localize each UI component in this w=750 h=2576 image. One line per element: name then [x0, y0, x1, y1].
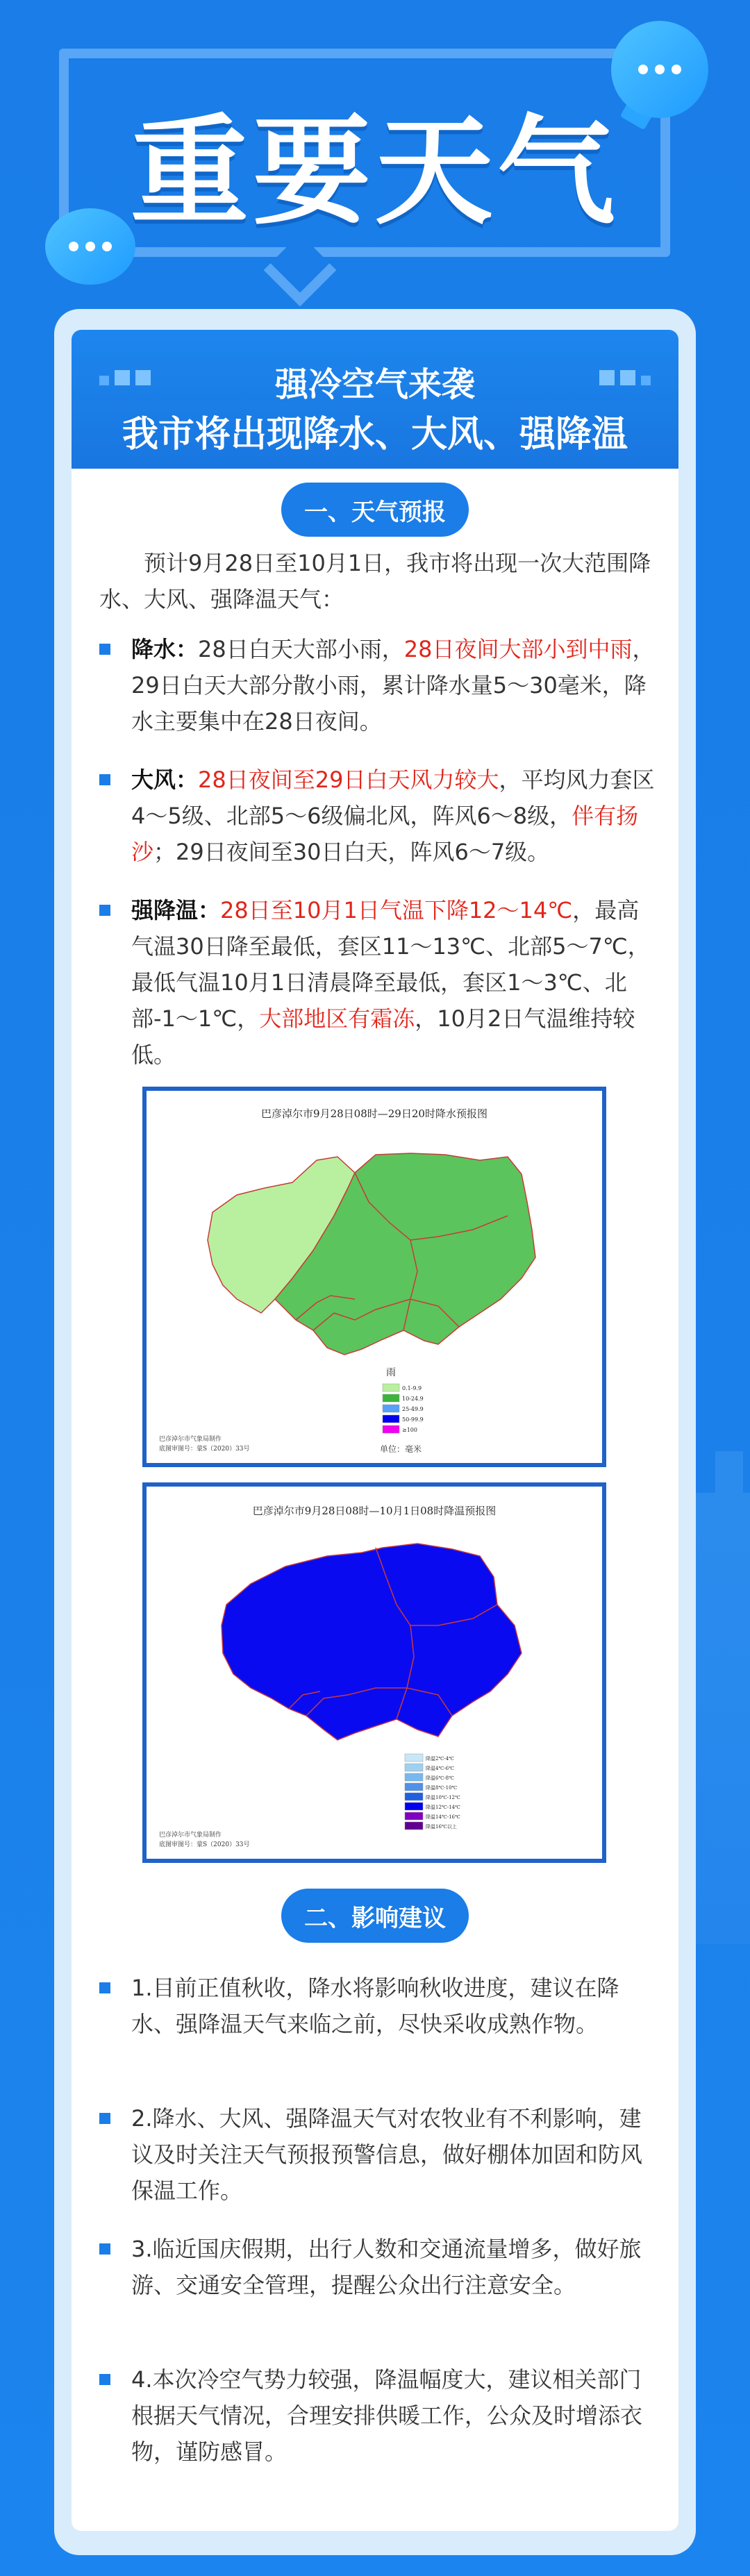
bullet-icon	[99, 774, 110, 785]
bullet-icon	[99, 2113, 110, 2124]
bullet-icon	[99, 644, 110, 655]
cooling-map	[142, 1482, 606, 1863]
map-title: 巴彦淖尔市9月28日08时—29日20时降水预报图	[261, 1107, 488, 1120]
legend-label: 降温2℃-4℃	[426, 1756, 454, 1762]
cooling-legend	[405, 1754, 460, 1830]
legend-label: ≥100	[402, 1427, 417, 1433]
card-header	[72, 330, 678, 469]
headline-2: 我市将出现降水、大风、强降温	[122, 414, 628, 455]
highlight-text: 28日夜间至29日白天风力较大	[198, 767, 499, 793]
legend-swatch	[405, 1793, 423, 1800]
suggestion-item: 1.目前正值秋收，降水将影响秋收进度，建议在降水、强降温天气来临之前，尽快采收成熟作物。	[131, 1975, 619, 2037]
headline-1: 强冷空气来袭	[274, 365, 475, 404]
legend-label: 0.1-9.9	[402, 1385, 422, 1391]
legend-label: 降温4℃-6℃	[426, 1766, 454, 1771]
legend-label: 50-99.9	[402, 1416, 424, 1423]
legend-label: 降温8℃-10℃	[426, 1785, 458, 1791]
legend-swatch	[405, 1822, 423, 1830]
legend-swatch	[405, 1773, 423, 1781]
suggestion-item: 3.临近国庆假期，出行人数和交通流量增多，做好旅游、交通安全管理，提醒公众出行注意安全。	[131, 2236, 642, 2298]
legend-label: 降温10℃-12℃	[426, 1795, 460, 1800]
region-cooling	[222, 1544, 522, 1740]
page-title: 重要天气	[130, 103, 619, 241]
legend-label: 降温6℃-8℃	[426, 1775, 454, 1781]
legend-label: 降温14℃-16℃	[426, 1814, 460, 1820]
legend-swatch	[405, 1754, 423, 1762]
precipitation-map-graphic	[147, 1091, 602, 1463]
map-title: 巴彦淖尔市9月28日08时—10月1日08时降温预报图	[252, 1505, 497, 1517]
unit-label: 单位：毫米	[379, 1444, 422, 1454]
text-part: ，10月2日气温维持较低。	[131, 1005, 635, 1068]
map-note: 底图审图号：蒙S（2020）33号	[159, 1841, 250, 1848]
bullet-icon	[99, 2374, 110, 2385]
bullet-icon	[99, 1982, 110, 1993]
item-label: 降水：	[131, 636, 199, 662]
map-note: 底图审图号：蒙S（2020）33号	[159, 1446, 250, 1453]
forecast-intro: 预计9月28日至10月1日，我市将出现一次大范围降水、大风、强降温天气：	[99, 550, 651, 612]
content-card	[72, 330, 678, 2531]
wind-item	[131, 762, 659, 870]
legend-label: 25-49.9	[402, 1406, 424, 1412]
precipitation-item	[131, 631, 659, 739]
bullet-icon	[99, 905, 110, 916]
legend-label: 降温16℃以上	[426, 1824, 457, 1830]
text-part: ；29日夜间至30日白天，阵风6～7级。	[153, 839, 550, 865]
item-label: 强降温：	[131, 897, 221, 923]
legend-swatch	[383, 1384, 399, 1391]
highlight-text: 伴有扬沙	[131, 803, 639, 865]
legend-swatch	[383, 1425, 399, 1433]
maker-label: 巴彦淖尔市气象局制作	[159, 1436, 222, 1443]
highlight-text: 大部地区有霜冻	[259, 1005, 415, 1032]
legend-label: 10-24.9	[402, 1396, 424, 1402]
section-weather-forecast-pill: 一、天气预报	[281, 483, 469, 537]
maker-label: 巴彦淖尔市气象局制作	[159, 1832, 222, 1839]
item-label: 大风：	[131, 767, 199, 793]
legend-swatch	[383, 1394, 399, 1402]
legend-title: 雨	[386, 1367, 396, 1378]
precipitation-map	[142, 1087, 606, 1467]
precipitation-legend	[383, 1384, 424, 1433]
cooling-item	[131, 892, 659, 1073]
suggestion-item: 2.降水、大风、强降温天气对农牧业有不利影响，建议及时关注天气预报预警信息，做好棚体加固和防风保温工作。	[131, 2105, 643, 2204]
text-part: ，29日白天大部分散小雨，累计降水量5～30毫米，降水主要集中在28日夜间。	[131, 636, 655, 735]
highlight-text: 28日夜间大部小到中雨	[403, 636, 633, 662]
text-part: 28日白天大部小雨，	[198, 636, 404, 662]
highlight-text: 28日至10月1日气温下降12～14℃	[220, 897, 573, 923]
legend-swatch	[383, 1405, 399, 1412]
suggestion-item: 4.本次冷空气势力较强，降温幅度大，建议相关部门根据天气情况，合理安排供暖工作，公众及时增添衣物，谨防感冒。	[131, 2366, 643, 2465]
legend-swatch	[405, 1764, 423, 1771]
legend-swatch	[405, 1812, 423, 1820]
text-part: ，最高气温30日降至最低，套区11～13℃、北部5～7℃，最低气温10月1日清晨降至最低，套区1～3℃、北部-1～1℃，	[131, 897, 650, 1032]
legend-swatch	[405, 1783, 423, 1791]
legend-swatch	[405, 1803, 423, 1810]
skyline-decoration	[694, 1493, 750, 1944]
bullet-icon	[99, 2243, 110, 2255]
legend-swatch	[383, 1415, 399, 1423]
cooling-map-graphic	[147, 1487, 602, 1859]
legend-label: 降温12℃-14℃	[426, 1805, 460, 1810]
text-part: ，平均风力套区4～5级、北部5～6级偏北风，阵风6～8级，	[131, 767, 655, 829]
section-suggestions-pill: 二、影响建议	[281, 1889, 469, 1943]
